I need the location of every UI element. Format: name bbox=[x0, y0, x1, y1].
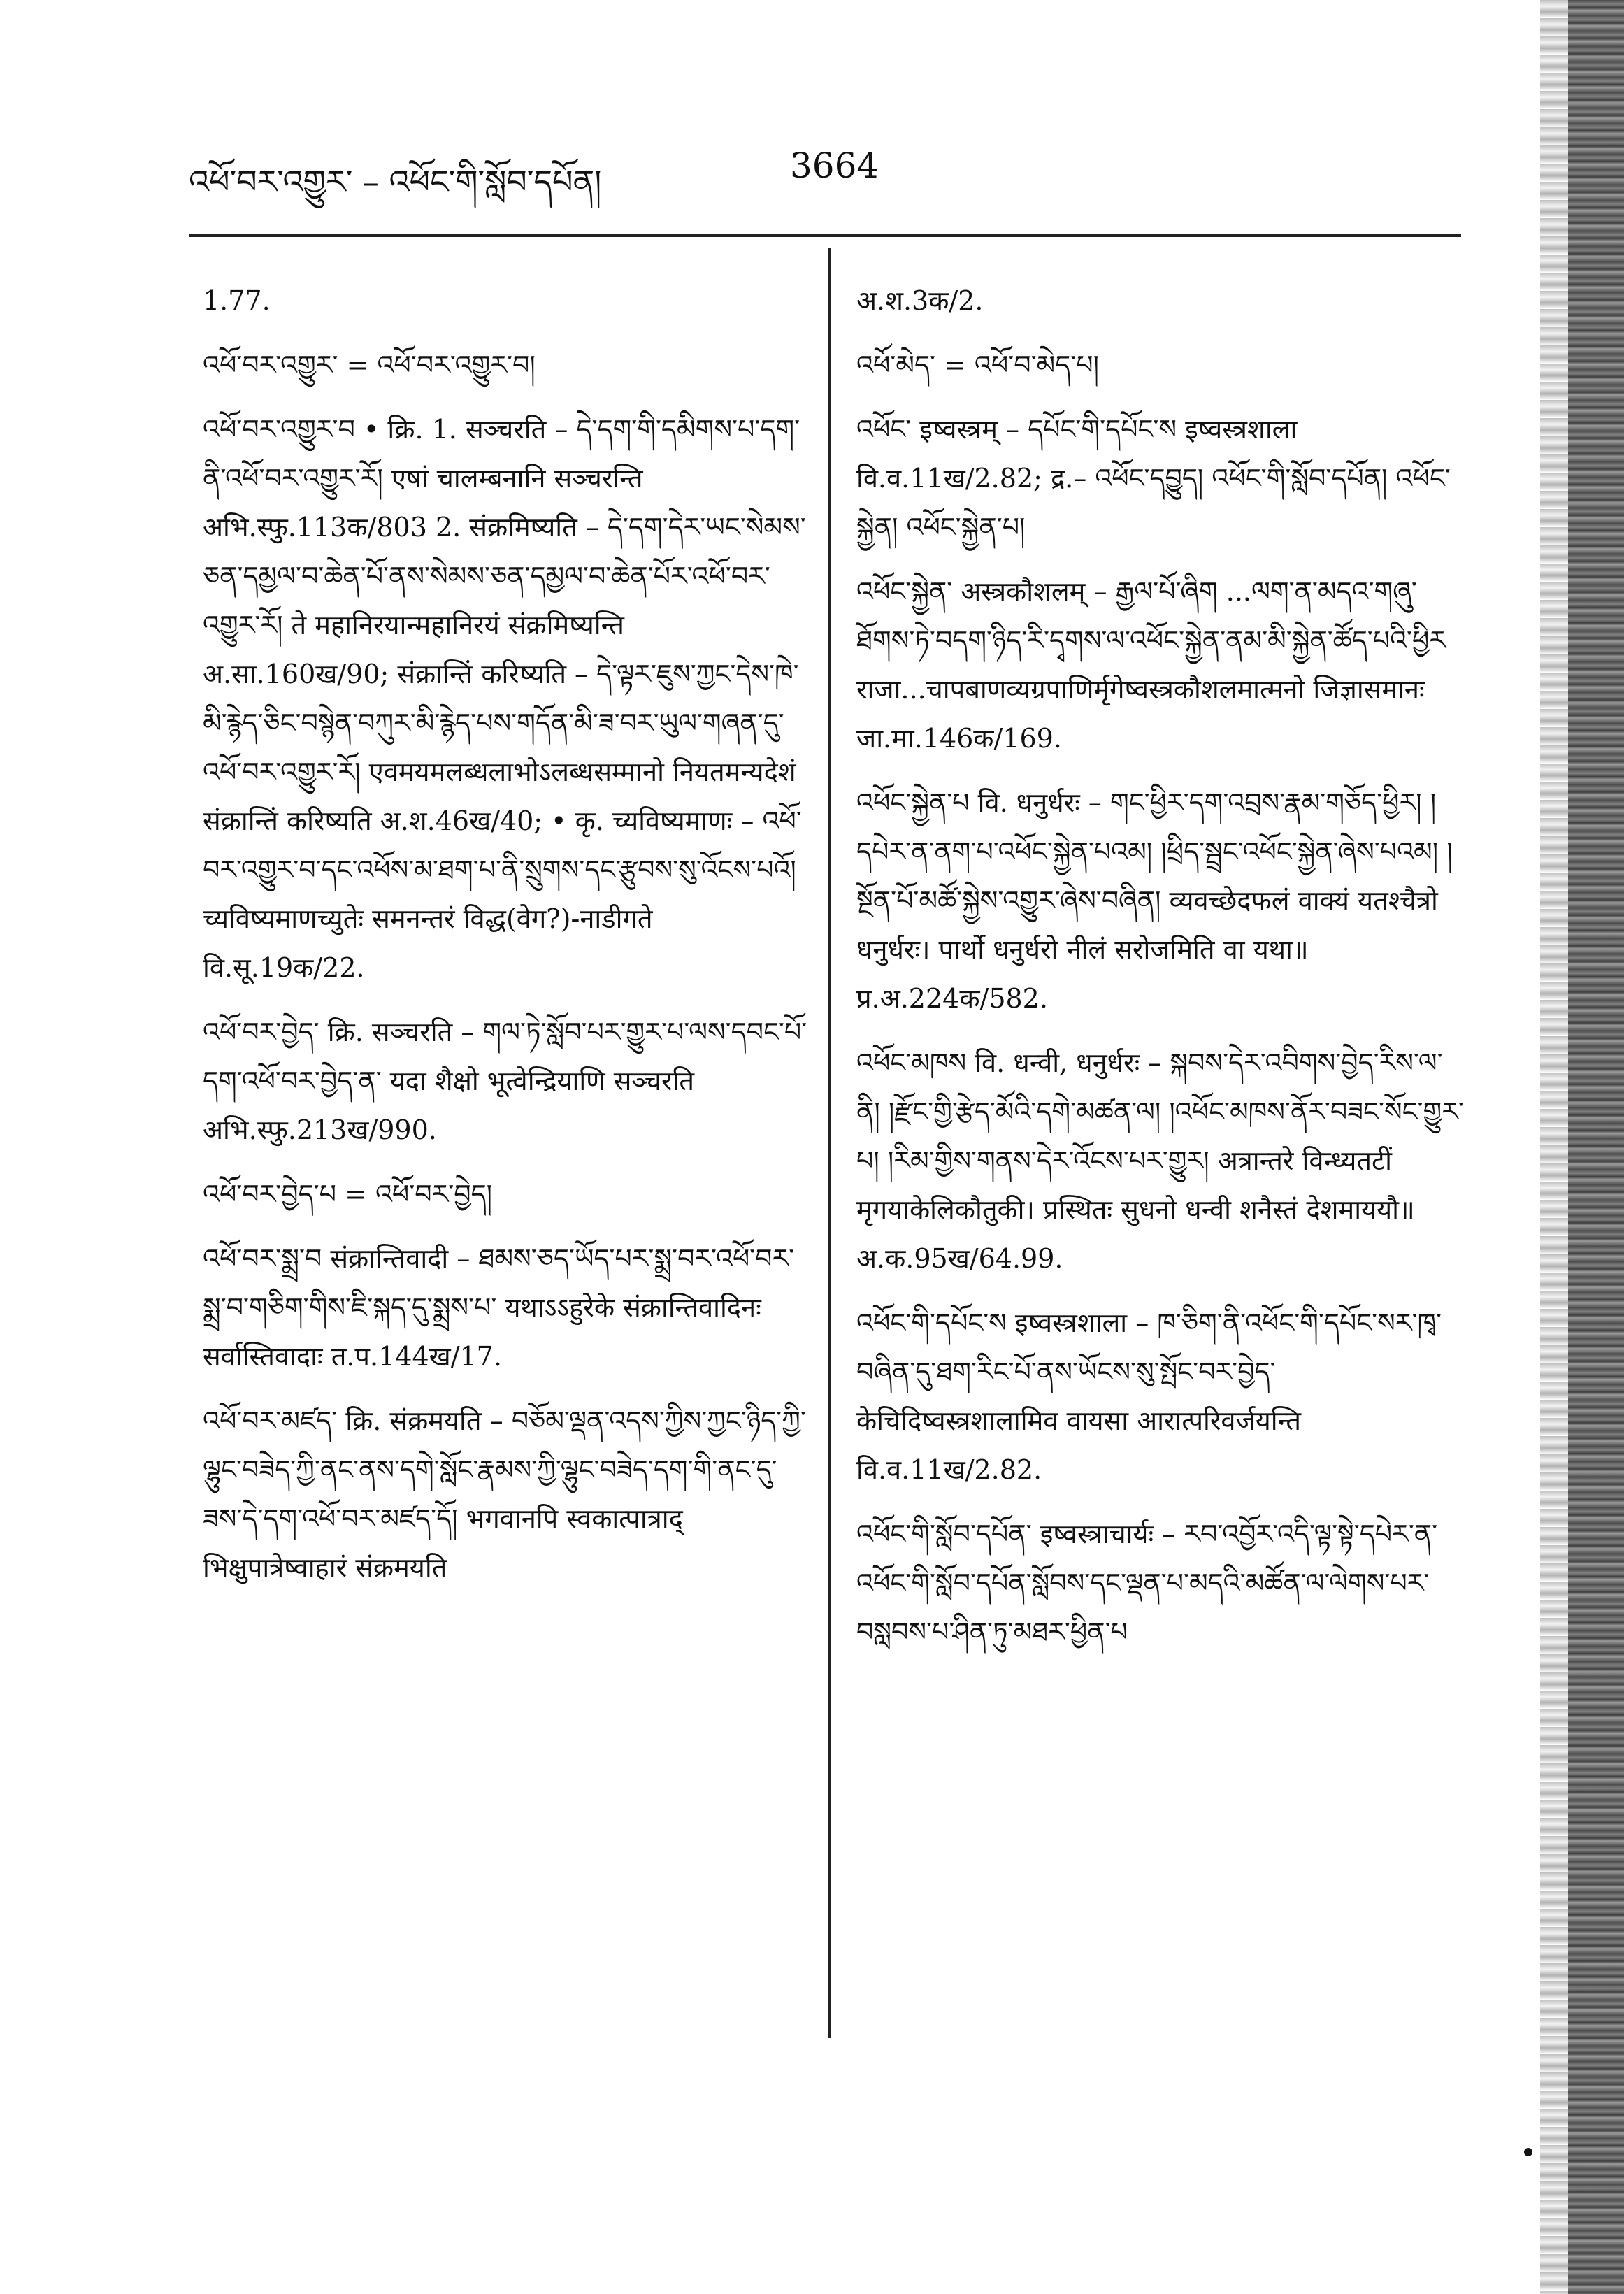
dictionary-entry: འཕོ་བར་འགྱུར་ = འཕོ་བར་འགྱུར་བ། bbox=[203, 350, 536, 380]
dictionary-entry: འཕོ་བར་སྨྲ་བ संक्रान्तिवादी – ཐམས་ཅད་ཡོད་པར་སྨྲ་བར་འཕོ་བར་སྨྲ་བ་གཅིག་གིས་ཇི་སྐད་དུ་སྨྲས་པ་ यथाऽऽहुरेके संक्रान्तिवादिनः सर्वास्तिवादाः त.प.144ख/17. bbox=[203, 1243, 795, 1372]
scan-edge-shadow bbox=[1540, 0, 1568, 2294]
dictionary-entry: འཕོང་མཁས वि. धन्वी, धनुर्धरः – སྐབས་དེར་འབིགས་བྱེད་རིས་ལ་ནི། །རྫོང་གྱི་རྩེད་མོའི་དགེ་མཚན་ལ། །འཕོང་མཁས་ནོར་བཟང་སོང་གྱུར་པ། །རིམ་གྱིས་གནས་དེར་འོངས་པར་གྱུར། अत्रान्तरे विन्ध्यतटीं मृगयाकेलिकौतुकी। प्रस्थितः सुधनो धन्वी शनैस्तं देशमाययौ॥ अ.क.95ख/64.99. bbox=[856, 1047, 1464, 1274]
dictionary-entry: 1.77. bbox=[203, 285, 271, 316]
page-number: 3664 bbox=[790, 145, 879, 186]
dictionary-entry: འཕོ་བར་མཛད་ क्रि. संक्रमयति – བཅོམ་ལྡན་འདས་ཀྱིས་ཀྱང་ཉིད་ཀྱི་ལྷུང་བཟེད་ཀྱི་ནང་ནས་དགེ་སློང་རྣམས་ཀྱི་ལྷུང་བཟེད་དག་གི་ནང་དུ་ཟས་དེ་དག་འཕོ་བར་མཛད་དོ། भगवानपि स्वकात्पात्राद् भिक्षुपात्रेष्वाहारं संक्रमयति bbox=[203, 1405, 806, 1583]
running-header: འཕོ་བར་འགྱུར་ – འཕོང་གི་སློབ་དཔོན། bbox=[189, 163, 602, 201]
scan-speck bbox=[1524, 2148, 1532, 2156]
right-column bbox=[856, 276, 1465, 1672]
dictionary-entry: འཕོང་སྐྱེན་པ वि. धनुर्धरः – གང་ཕྱིར་དག་འབྲས་རྣམ་གཅོད་ཕྱིར། །དཔེར་ན་ནག་པ་འཕོང་སྐྱེན་པའམ། །ཕྲིད་སྦྲང་འཕོང་སྐྱེན་ཞེས་པའམ། །སྔོན་པོ་མཚོ་སྐྱེས་འགྱུར་ཞེས་བཞིན། व्यवच्छेदफलं वाक्यं यतश्चैत्रो धनुर्धरः। पार्थो धनुर्धरो नीलं सरोजमिति वा यथा॥ प्र.अ.224क/582. bbox=[856, 787, 1453, 1014]
dictionary-entry: འཕོང་གི་སློབ་དཔོན་ इष्वस्त्राचार्यः – རབ་འབྱོར་འདི་ལྟ་སྟེ་དཔེར་ན་འཕོང་གི་སློབ་དཔོན་སློབས་དང་ལྡན་པ་མདའི་མཚོན་ལ་ལེགས་པར་བསླབས་པ་ཤིན་ཏུ་མཐར་ཕྱིན་པ bbox=[856, 1519, 1438, 1647]
dictionary-entry: འཕོ་བར་བྱེད་ क्रि. सञ्चरति – གལ་ཏེ་སློབ་པར་གྱུར་པ་ལས་དབང་པོ་དག་འཕོ་བར་བྱེད་ན་ यदा शैक्षो भूत्वेन्द्रियाणि सञ्चरति अभि.स्फु.213ख/990. bbox=[203, 1017, 807, 1145]
dictionary-entry: འཕོ་མེད་ = འཕོ་བ་མེད་པ། bbox=[856, 350, 1100, 380]
page-header bbox=[189, 133, 1454, 201]
header-rule bbox=[189, 234, 1461, 237]
dictionary-entry: འཕོ་བར་བྱེད་པ = འཕོ་བར་བྱེད། bbox=[203, 1179, 493, 1210]
dictionary-entry: འཕོ་བར་འགྱུར་བ • क्रि. 1. सञ्चरति – དེ་དག་གི་དམིགས་པ་དག་ནི་འཕོ་བར་འགྱུར་རོ། एषां चालम्बनानि सञ्चरन्ति अभि.स्फु.113क/803 2. संक्रमिष्यति – དེ་དག་དེར་ཡང་སེམས་ཅན་དམྱལ་བ་ཆེན་པོ་ནས་སེམས་ཅན་དམྱལ་བ་ཆེན་པོར་འཕོ་བར་འགྱུར་རོ། ते महानिरयान्महानिरयं संक्रमिष्यन्ति अ.सा.160ख/90; संक्रान्तिं करिष्यति – དེ་ལྟར་ཇུས་ཀྱང་དེས་ཁེ་མི་རྙེད་ཅིང་བསྙེན་བཀུར་མི་རྙེད་པས་གདོན་མི་ཟ་བར་ཡུལ་གཞན་དུ་འཕོ་བར་འགྱུར་རོ། एवमयमलब्धलाभोऽलब्धसम्मानो नियतमन्यदेशं संक्रान्तिं करिष्यति अ.श.46ख/40; • कृ. च्यविष्यमाणः – འཕོ་བར་འགྱུར་བ་དང་འཕོས་མ་ཐག་པ་ནི་སྲུགས་དང་རྩུབས་སུ་འོངས་པའོ། च्यविष्यमाणच्युतेः समनन्तरं विद्ध(वेग?)-नाडीगते वि.सू.19क/22. bbox=[203, 414, 806, 983]
left-column bbox=[203, 276, 811, 1607]
scan-edge bbox=[1568, 0, 1624, 2294]
dictionary-entry: འཕོང་གི་དཔོང་ས इष्वस्त्रशाला – ཁ་ཅིག་ནི་འཕོང་གི་དཔོང་སར་ཁྭ་བཞིན་དུ་ཐག་རིང་པོ་ནས་ཡོངས་སུ་སྤོང་བར་བྱེད་ केचिदिष्वस्त्रशालामिव वायसा आरात्परिवर्जयन्ति वि.व.11ख/2.82. bbox=[856, 1307, 1442, 1485]
dictionary-entry: འཕོང་ इष्वस्त्रम् – དཔོང་གི་དཔོང་ས इष्वस्त्रशाला वि.व.11ख/2.82; द्र.– འཕོང་དབྱུད། འཕོང་གི་སློབ་དཔོན། འཕོང་སྐྱེན། འཕོང་སྐྱེན་པ། bbox=[856, 414, 1451, 543]
dictionary-entry: अ.श.3क/2. bbox=[856, 285, 984, 316]
column-divider bbox=[828, 248, 831, 2038]
dictionary-entry: འཕོང་སྐྱེན་ अस्त्रकौशलम् – རྒྱལ་པོ་ཞིག ...ལག་ན་མདའ་གཞུ་ཐོགས་ཏེ་བདག་ཉིད་རི་དྭགས་ལ་འཕོང་སྐྱེན་ནམ་མི་སྐྱེན་ཚོད་པའི་ཕྱིར राजा...चापबाणव्यग्रपाणिर्मृगेष्वस्त्रकौशलमात्मनो जिज्ञासमानः जा.मा.146क/169. bbox=[856, 576, 1446, 754]
